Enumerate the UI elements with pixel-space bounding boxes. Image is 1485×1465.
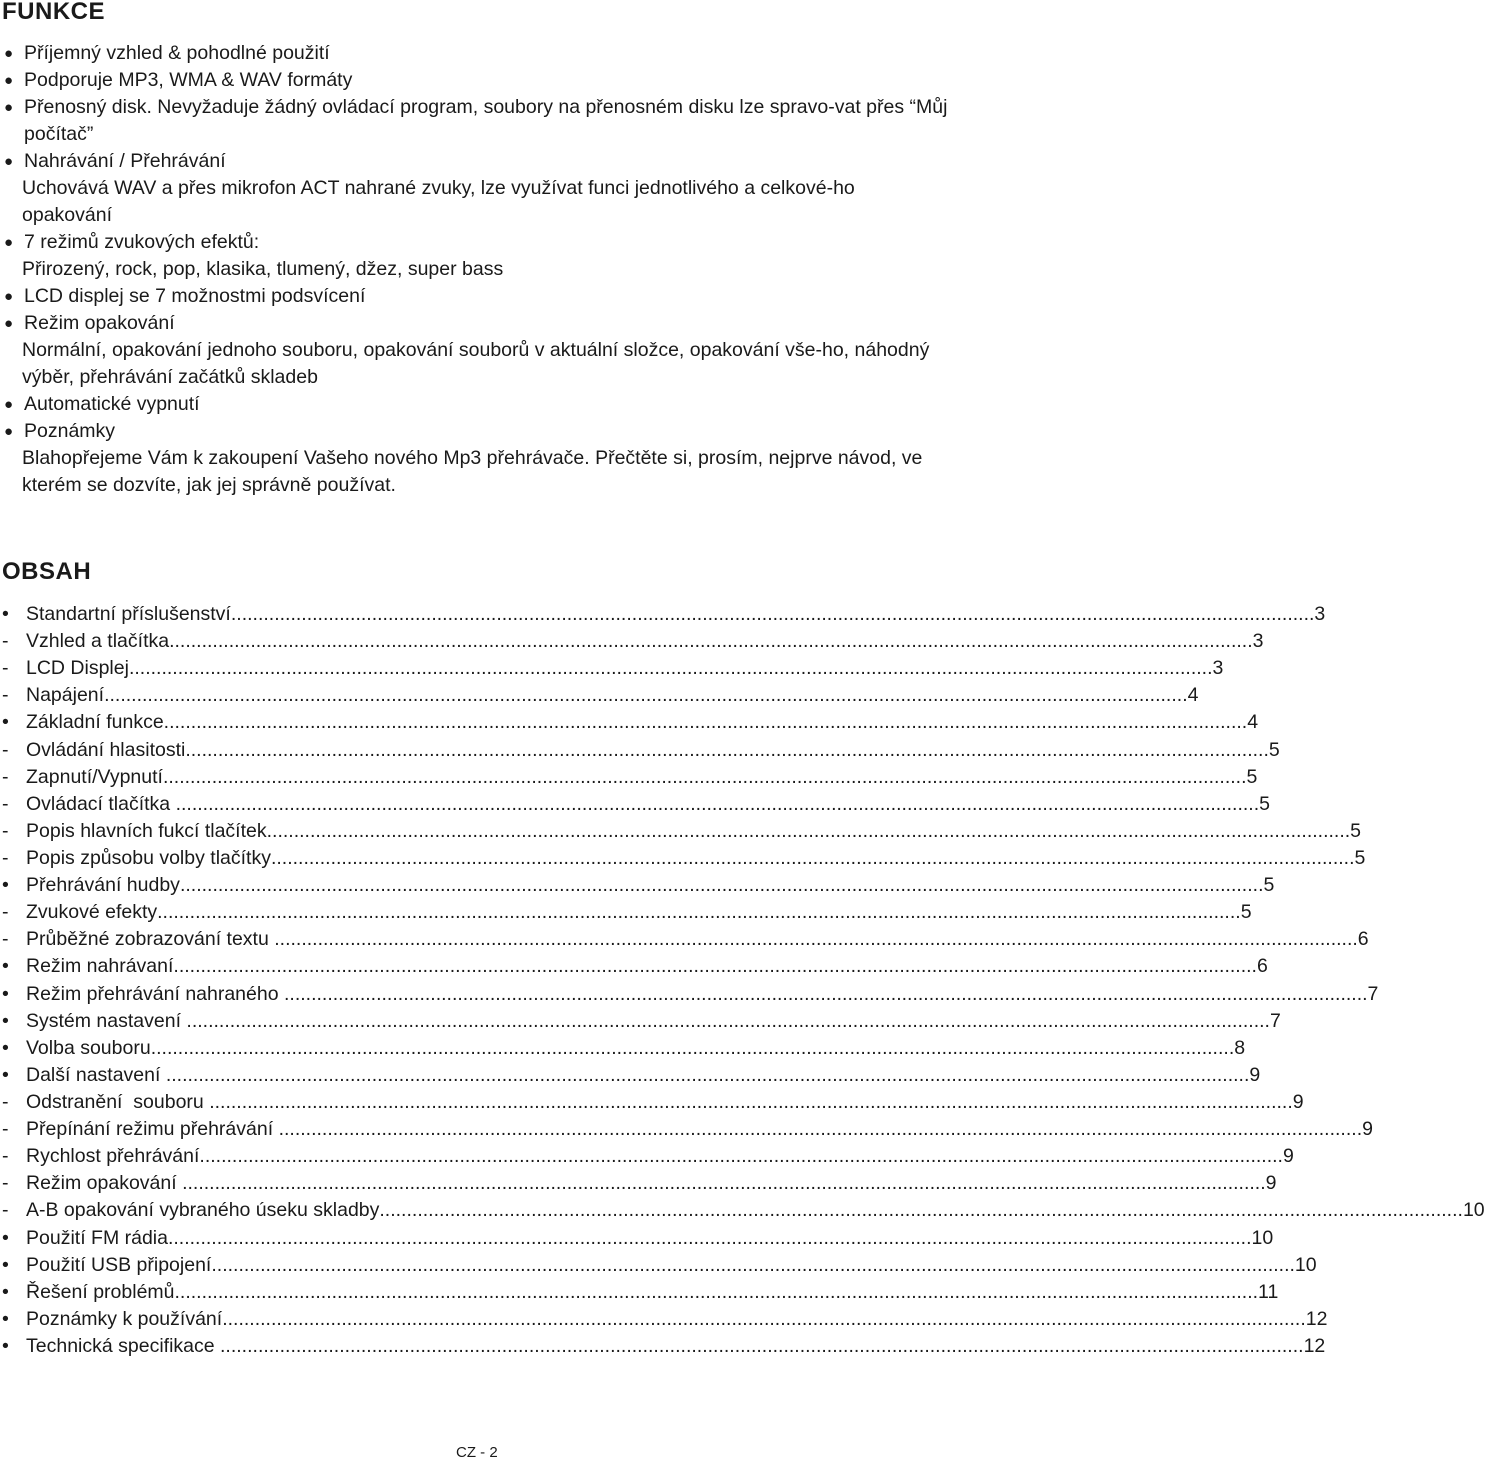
toc-bullet-icon: • [2, 982, 9, 1005]
toc-title: Ovládání hlasitosti [26, 738, 186, 761]
toc-entry[interactable] [0, 872, 1275, 899]
toc-leader-dots: ........................................................................................................................................................................................................ [211, 1253, 1295, 1276]
features-list [0, 40, 950, 499]
toc-entry[interactable] [0, 737, 1280, 764]
toc-page-number: 5 [1246, 765, 1258, 788]
toc-title: Popis hlavních fukcí tlačítek [26, 819, 267, 842]
toc-title: Průběžné zobrazování textu [26, 928, 275, 951]
toc-title: Režim nahrávaní [26, 955, 174, 978]
bullet-icon: ● [4, 423, 14, 440]
toc-leader-dots: ........................................................................................................................................................................................................ [222, 1307, 1306, 1330]
toc-title: Základní funkce [26, 711, 164, 734]
toc-page-number: 9 [1292, 1090, 1304, 1113]
toc-title: Použití USB připojení [26, 1253, 212, 1276]
toc-entry[interactable] [0, 818, 1362, 845]
toc-entry[interactable] [0, 655, 1224, 682]
bullet-icon: ● [4, 234, 14, 251]
toc-page-number: 10 [1251, 1226, 1274, 1249]
feature-text: Příjemný vzhled & pohodlné použití [24, 42, 330, 64]
toc-page-number: 5 [1268, 738, 1280, 761]
feature-text: Režim opakování [24, 312, 175, 334]
toc-page-number: 4 [1247, 711, 1259, 734]
toc-dash-icon: - [2, 792, 9, 815]
toc-dash-icon: - [2, 1199, 9, 1222]
toc-dash-icon: - [2, 819, 9, 842]
toc-entry[interactable] [0, 953, 1268, 980]
toc-page-number: 9 [1362, 1118, 1373, 1141]
toc-page-number: 4 [1187, 684, 1199, 707]
toc-entry[interactable] [0, 1306, 1328, 1333]
bullet-icon: ● [4, 315, 14, 332]
bullet-icon: ● [4, 288, 14, 305]
toc-title: Poznámky k používání [26, 1307, 223, 1330]
toc-leader-dots: ........................................................................................................................................................................................................ [169, 630, 1253, 653]
toc-title: Volba souboru [26, 1036, 151, 1059]
toc-dash-icon: - [2, 765, 9, 788]
toc-leader-dots: ........................................................................................................................................................................................................ [165, 1063, 1250, 1086]
toc-entry[interactable] [0, 791, 1270, 818]
toc-page-number: 3 [1212, 657, 1224, 680]
toc-entry[interactable] [0, 709, 1259, 736]
toc-dash-icon: - [2, 630, 9, 653]
toc-entry[interactable] [0, 1116, 1373, 1143]
page-number: CZ - 2 [456, 1444, 498, 1461]
toc-leader-dots: ........................................................................................................................................................................................................ [104, 684, 1188, 707]
toc-page-number: 10 [1294, 1253, 1317, 1276]
toc-bullet-icon: • [2, 1063, 9, 1086]
funkce-heading: FUNKCE [2, 0, 105, 25]
toc-page-number: 9 [1282, 1145, 1294, 1168]
toc-title: Popis způsobu volby tlačítky [26, 846, 271, 869]
obsah-heading: OBSAH [2, 558, 92, 585]
feature-text: 7 režimů zvukových efektů: [24, 231, 260, 253]
feature-item [0, 40, 950, 67]
toc-entry[interactable] [0, 926, 1369, 953]
toc-entry[interactable] [0, 764, 1258, 791]
toc-leader-dots: ........................................................................................................................................................................................................ [185, 738, 1269, 761]
toc-bullet-icon: • [2, 1280, 9, 1303]
toc-page-number: 6 [1256, 955, 1268, 978]
toc-leader-dots: ........................................................................................................................................................................................................ [230, 603, 1315, 625]
toc-entry[interactable] [0, 1225, 1274, 1252]
toc-entry[interactable] [0, 981, 1379, 1008]
toc-entry[interactable] [0, 1252, 1317, 1279]
bullet-icon: ● [4, 153, 14, 170]
toc-bullet-icon: • [2, 711, 9, 734]
toc-leader-dots: ........................................................................................................................................................................................................ [174, 1280, 1259, 1303]
toc-page-number: 3 [1252, 630, 1264, 653]
toc-title: Rychlost přehrávání [26, 1145, 200, 1168]
toc-title: Odstranění souboru [26, 1090, 210, 1113]
toc-leader-dots: ........................................................................................................................................................................................................ [167, 1226, 1252, 1249]
toc-bullet-icon: • [2, 1009, 9, 1032]
toc-dash-icon: - [2, 657, 9, 680]
toc-leader-dots: ........................................................................................................................................................................................................ [209, 1090, 1293, 1113]
feature-description: Přirozený, rock, pop, klasika, tlumený, džez, super bass [22, 258, 504, 280]
toc-leader-dots: ........................................................................................................................................................................................................ [182, 1172, 1266, 1195]
toc-title: Přehrávání hudby [26, 874, 180, 897]
toc-bullet-icon: • [2, 1334, 9, 1357]
toc-leader-dots: ........................................................................................................................................................................................................ [175, 792, 1260, 815]
toc-bullet-icon: • [2, 955, 9, 978]
toc-title: Standartní příslušenství [26, 603, 231, 625]
bullet-icon: ● [4, 72, 14, 89]
toc-title: Zapnutí/Vypnutí [26, 765, 163, 788]
toc-dash-icon: - [2, 846, 9, 869]
toc-entry[interactable] [0, 1062, 1261, 1089]
toc-page-number: 3 [1314, 603, 1326, 625]
feature-item [0, 391, 950, 418]
toc-title: A-B opakování vybraného úseku skladby [26, 1199, 380, 1222]
toc-bullet-icon: • [2, 1307, 9, 1330]
toc-title: Řešení problémů [26, 1280, 175, 1303]
feature-item [0, 283, 950, 310]
feature-description: Normální, opakování jednoho souboru, opakování souborů v aktuální složce, opakování vše-ho, náhodný výběr, přehrávání začátků skladeb [22, 339, 930, 388]
toc-title: Zvukové efekty [26, 901, 158, 924]
toc-entry[interactable] [0, 845, 1366, 872]
toc-dash-icon: - [2, 1090, 9, 1113]
feature-item [0, 148, 950, 175]
toc-leader-dots: ........................................................................................................................................................................................................ [284, 982, 1368, 1005]
toc-dash-icon: - [2, 738, 9, 761]
toc-leader-dots: ........................................................................................................................................................................................................ [150, 1036, 1235, 1059]
toc-bullet-icon: • [2, 1036, 9, 1059]
toc-leader-dots: ........................................................................................................................................................................................................ [179, 874, 1264, 897]
toc-bullet-icon: • [2, 603, 9, 625]
toc-leader-dots: ........................................................................................................................................................................................................ [173, 955, 1257, 978]
feature-item [0, 94, 950, 148]
toc-dash-icon: - [2, 1145, 9, 1168]
toc-page-number: 5 [1259, 792, 1270, 815]
toc-entry[interactable] [0, 628, 1264, 655]
toc-dash-icon: - [2, 1172, 9, 1195]
feature-text: Podporuje MP3, WMA & WAV formáty [24, 69, 353, 91]
bullet-icon: ● [4, 99, 14, 116]
toc-leader-dots: ........................................................................................................................................................................................................ [157, 901, 1241, 924]
toc-title: Napájení [26, 684, 105, 707]
toc-entry[interactable] [0, 1333, 1326, 1360]
toc-leader-dots: ........................................................................................................................................................................................................ [274, 928, 1358, 951]
toc-leader-dots: ........................................................................................................................................................................................................ [379, 1199, 1463, 1222]
toc-title: Další nastavení [26, 1063, 166, 1086]
toc-title: Použití FM rádia [26, 1226, 168, 1249]
toc-entry[interactable] [0, 1143, 1294, 1170]
toc-page-number: 7 [1269, 1009, 1281, 1032]
feature-item [0, 418, 950, 445]
toc-leader-dots: ........................................................................................................................................................................................................ [270, 846, 1355, 869]
toc-leader-dots: ........................................................................................................................................................................................................ [199, 1145, 1283, 1168]
feature-item [0, 229, 950, 256]
toc-page-number: 5 [1240, 901, 1252, 924]
feature-text: Nahrávání / Přehrávání [24, 150, 226, 172]
toc-leader-dots: ........................................................................................................................................................................................................ [128, 657, 1213, 680]
bullet-icon: ● [4, 45, 14, 62]
toc-dash-icon: - [2, 901, 9, 924]
toc-page-number: 6 [1357, 928, 1369, 951]
toc-bullet-icon: • [2, 1226, 9, 1249]
toc-page-number: 9 [1265, 1172, 1277, 1195]
table-of-contents [0, 601, 1485, 1360]
toc-entry[interactable] [0, 1279, 1279, 1306]
toc-leader-dots: ........................................................................................................................................................................................................ [220, 1334, 1304, 1357]
toc-leader-dots: ........................................................................................................................................................................................................ [163, 711, 1248, 734]
feature-text: LCD displej se 7 možnostmi podsvícení [24, 285, 366, 307]
toc-entry[interactable] [0, 1197, 1485, 1224]
toc-title: Vzhled a tlačítka [26, 630, 170, 653]
toc-title: Systém nastavení [26, 1009, 187, 1032]
toc-dash-icon: - [2, 928, 9, 951]
toc-title: Technická specifikace [26, 1334, 221, 1357]
toc-leader-dots: ........................................................................................................................................................................................................ [162, 765, 1247, 788]
toc-page-number: 10 [1462, 1199, 1485, 1222]
toc-page-number: 11 [1258, 1280, 1279, 1303]
toc-bullet-icon: • [2, 1253, 9, 1276]
toc-dash-icon: - [2, 684, 9, 707]
toc-page-number: 12 [1303, 1334, 1326, 1357]
toc-page-number: 8 [1234, 1036, 1246, 1059]
toc-title: Ovládací tlačítka [26, 792, 176, 815]
feature-item [0, 67, 950, 94]
feature-text: Automatické vypnutí [24, 393, 200, 415]
toc-page-number: 5 [1263, 874, 1275, 897]
toc-leader-dots: ........................................................................................................................................................................................................ [278, 1118, 1363, 1141]
toc-page-number: 5 [1350, 819, 1362, 842]
bullet-icon: ● [4, 396, 14, 413]
toc-leader-dots: ........................................................................................................................................................................................................ [266, 819, 1351, 842]
toc-page-number: 7 [1367, 982, 1379, 1005]
toc-entry[interactable] [0, 601, 1326, 628]
toc-dash-icon: - [2, 1118, 9, 1141]
feature-description: Uchovává WAV a přes mikrofon ACT nahrané zvuky, lze využívat funci jednotlivého a celkové-ho opakování [22, 177, 855, 226]
feature-description: Blahopřejeme Vám k zakoupení Vašeho nového Mp3 přehrávače. Přečtěte si, prosím, nejprve návod, ve kterém se dozvíte, jak jej správně používat. [22, 447, 923, 496]
feature-text: Poznámky [24, 420, 116, 442]
toc-entry[interactable] [0, 1035, 1246, 1062]
toc-title: Přepínání režimu přehrávání [26, 1118, 279, 1141]
toc-page-number: 9 [1249, 1063, 1261, 1086]
feature-item [0, 310, 950, 337]
toc-entry[interactable] [0, 682, 1199, 709]
toc-page-number: 5 [1354, 846, 1366, 869]
toc-bullet-icon: • [2, 874, 9, 897]
toc-entry[interactable] [0, 1089, 1304, 1116]
feature-text: Přenosný disk. Nevyžaduje žádný ovládací program, soubory na přenosném disku lze spravo-vat přes “Můj počítač” [24, 96, 948, 145]
toc-title: Režim opakování [26, 1172, 183, 1195]
toc-title: LCD Displej [26, 657, 129, 680]
toc-entry[interactable] [0, 1008, 1281, 1035]
toc-leader-dots: ........................................................................................................................................................................................................ [186, 1009, 1270, 1032]
toc-entry[interactable] [0, 899, 1252, 926]
toc-page-number: 12 [1305, 1307, 1328, 1330]
toc-title: Režim přehrávání nahraného [26, 982, 284, 1005]
toc-entry[interactable] [0, 1170, 1277, 1197]
